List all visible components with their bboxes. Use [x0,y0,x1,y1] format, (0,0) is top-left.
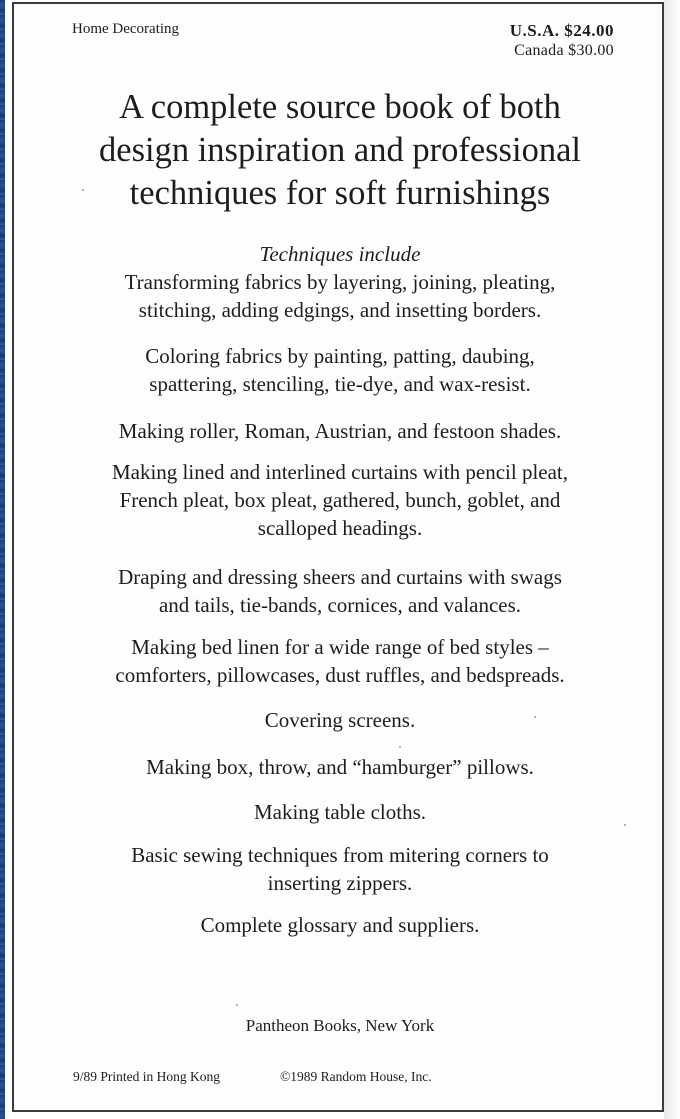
technique-line: Draping and dressing sheers and curtains with swags [118,565,562,589]
technique-line: Making lined and interlined curtains with pencil pleat, [111,460,569,484]
technique-line: Making roller, Roman, Austrian, and festoon shades. [118,419,562,443]
technique-line: Making table cloths. [253,800,427,824]
technique-line: stitching, adding edgings, and insetting borders. [138,298,542,322]
technique-item [40,706,640,734]
technique-item [40,633,640,689]
technique-line: Making box, throw, and “hamburger” pillows. [146,755,534,779]
technique-line: Coloring fabrics by painting, patting, daubing, [145,344,535,368]
printing-info: 9/89 Printed in Hong Kong [73,1069,220,1084]
technique-line: inserting zippers. [267,871,413,895]
technique-item [40,753,640,781]
scan-speck [236,1004,238,1006]
technique-line: Basic sewing techniques from mitering corners to [131,843,549,867]
price-usa: U.S.A. $24.00 [509,21,614,40]
technique-item [40,342,640,398]
price-block [470,20,614,61]
spine-edge [0,0,5,1119]
headline-line: A complete source book of both [119,88,561,126]
techniques-intro: Techniques include [259,242,421,266]
technique-item [40,563,640,619]
technique-item [40,841,640,897]
technique-item [40,268,640,324]
technique-line: and tails, tie-bands, cornices, and valances. [158,593,522,617]
technique-item [40,458,640,542]
price-canada: Canada $30.00 [514,42,614,59]
technique-line: scalloped headings. [257,516,423,540]
publisher-imprint: Pantheon Books, New York [245,1016,435,1035]
technique-item [40,417,640,445]
technique-line: Making bed linen for a wide range of bed styles – [131,635,549,659]
technique-line: comforters, pillowcases, dust ruffles, and bedspreads. [115,663,565,687]
copyright-notice: ©1989 Random House, Inc. [280,1069,432,1084]
category-label: Home Decorating [72,21,180,37]
technique-line: Complete glossary and suppliers. [200,913,480,937]
technique-item [40,911,640,939]
headline-line: techniques for soft furnishings [129,174,551,212]
scan-speck [399,746,401,748]
technique-line: Transforming fabrics by layering, joining, pleating, [124,270,556,294]
headline [40,86,640,215]
technique-line: French pleat, box pleat, gathered, bunch, goblet, and [119,488,561,512]
technique-line: spattering, stenciling, tie-dye, and wax-resist. [149,372,531,396]
technique-item [40,798,640,826]
headline-line: design inspiration and professional [99,131,581,169]
technique-line: Covering screens. [264,708,416,732]
page-shadow [664,0,680,1119]
